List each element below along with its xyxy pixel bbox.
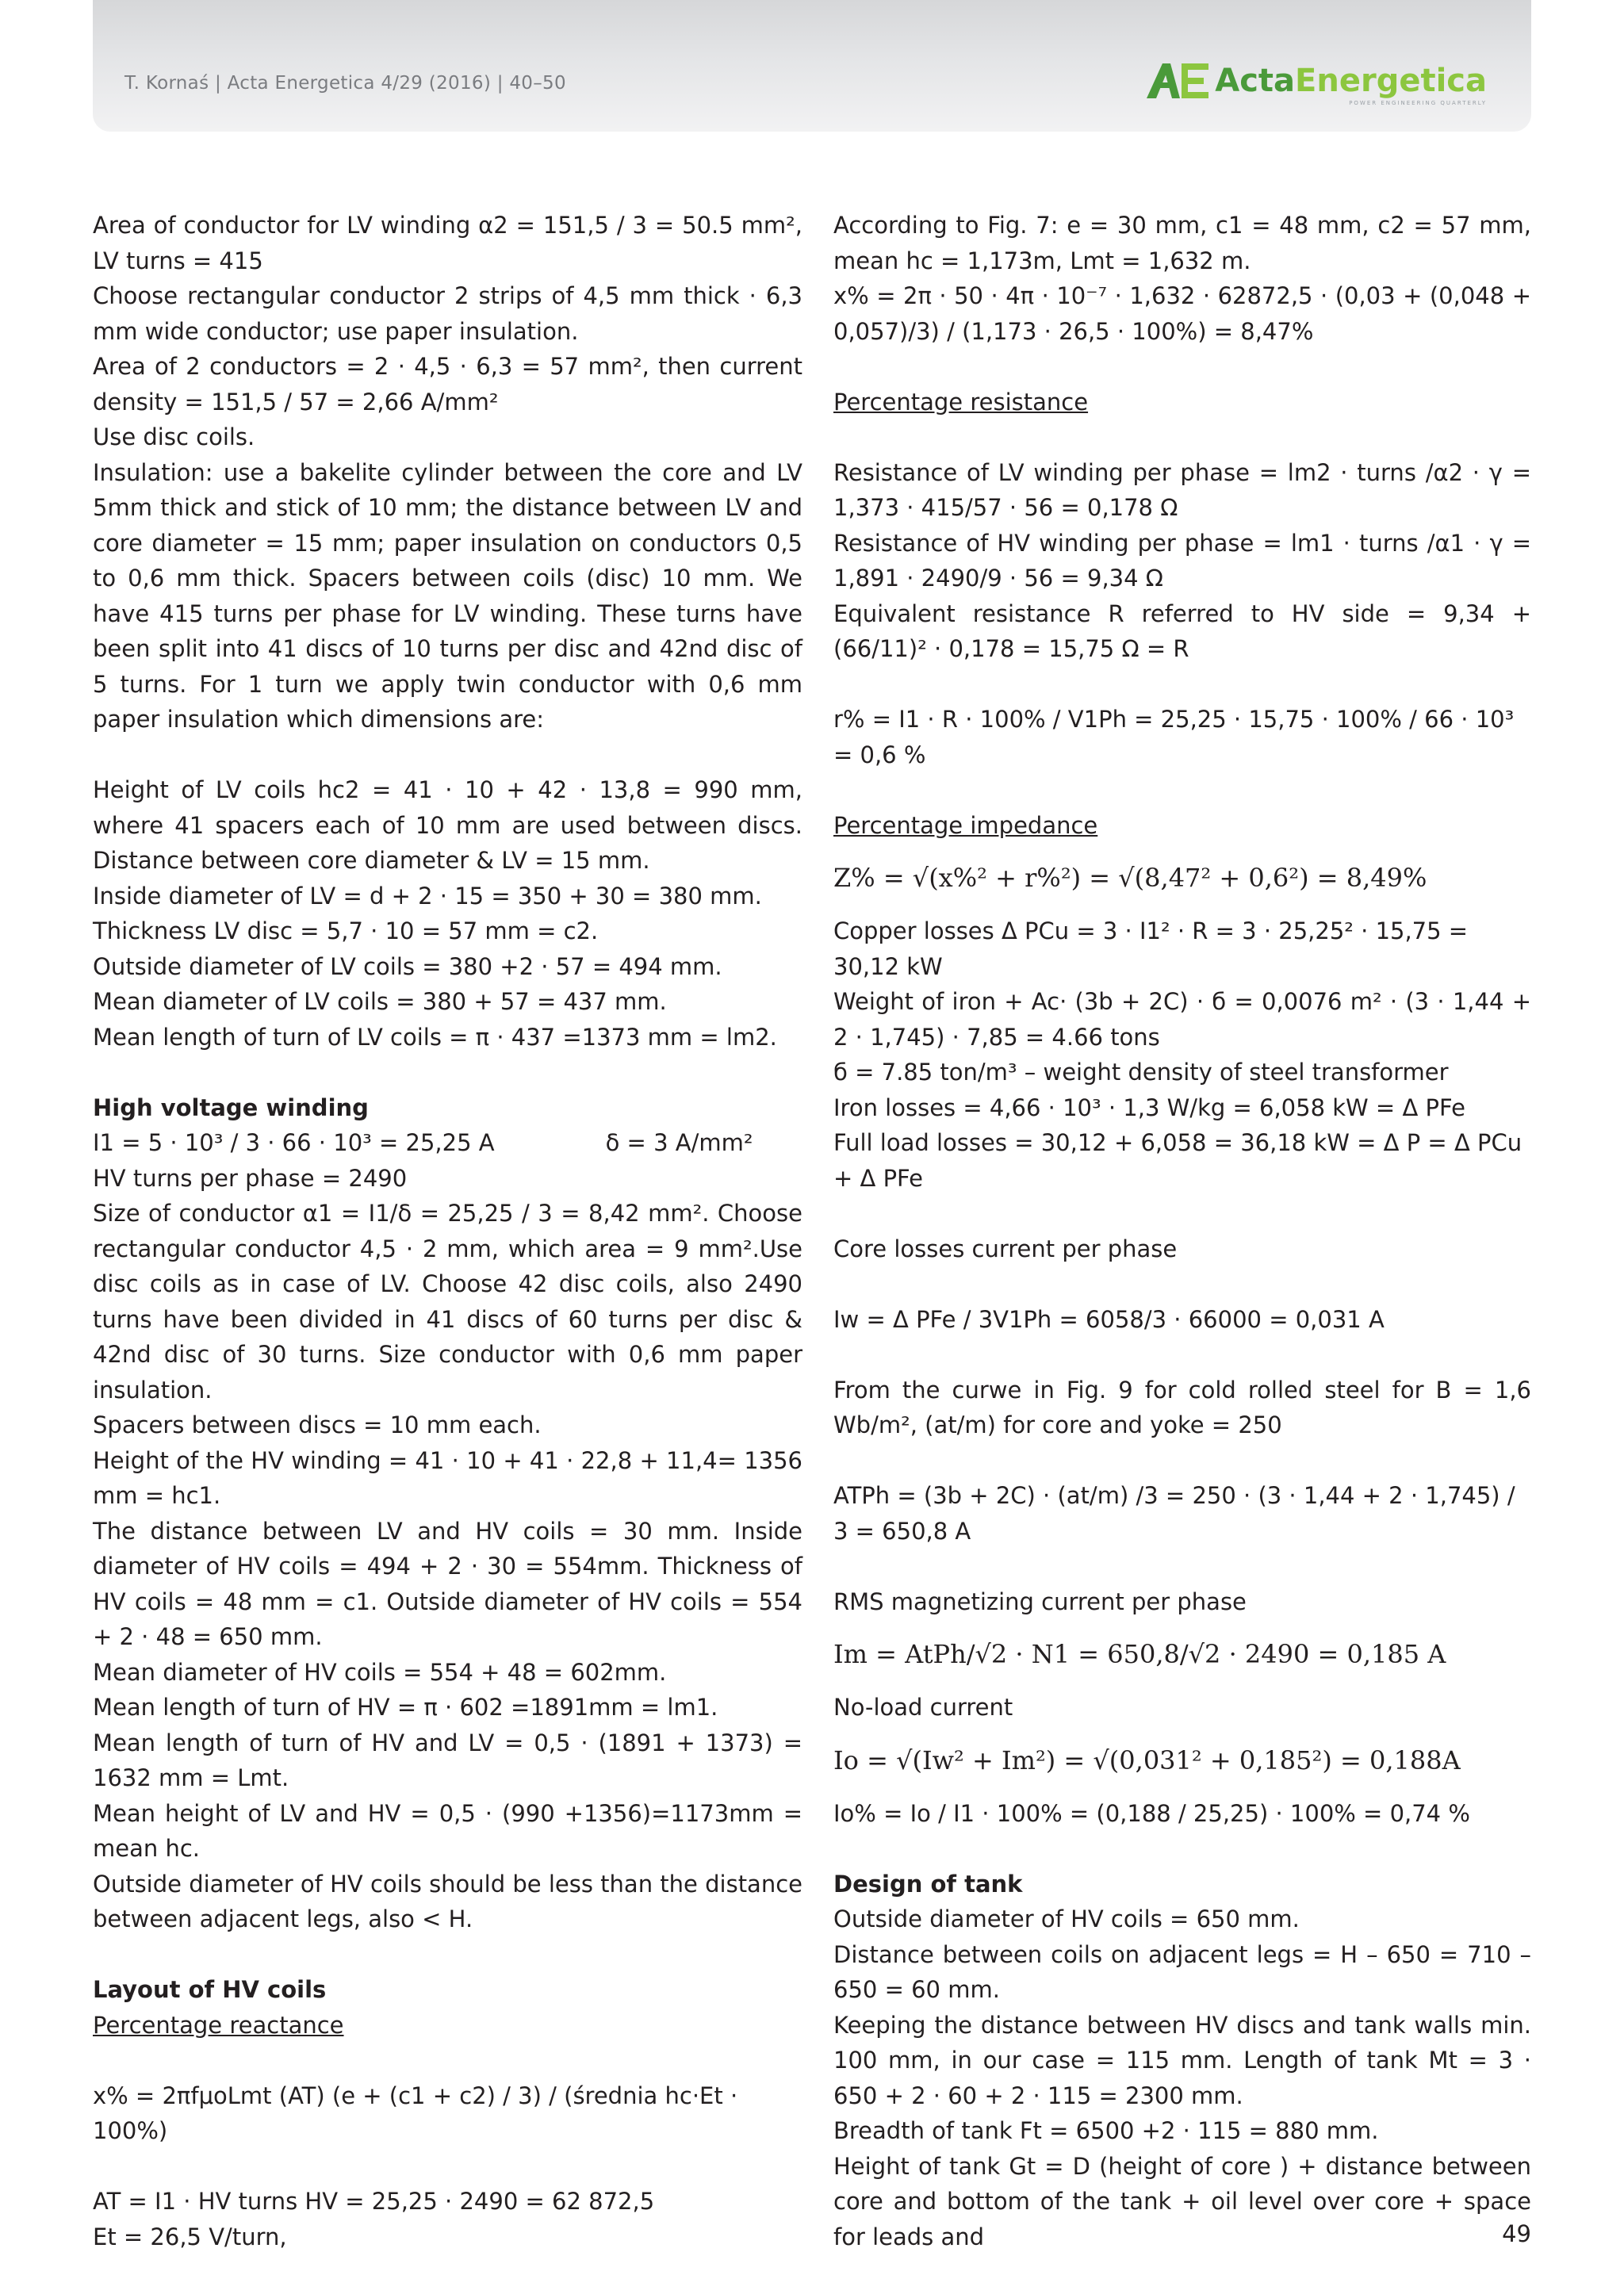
section-heading: Layout of HV coils xyxy=(93,1976,327,2003)
paragraph: Outside diameter of LV coils = 380 +2 · 57 = 494 mm. xyxy=(93,952,722,980)
paragraph: Height of tank Gt = D (height of core ) + distance between core and bottom of the tank + oil level over core + space for leads and xyxy=(833,2152,1531,2250)
paragraph: According to Fig. 7: e = 30 mm, c1 = 48 mm, c2 = 57 mm, mean hc = 1,173m, Lmt = 1,632 m. xyxy=(833,212,1531,274)
paragraph: Keeping the distance between HV discs and tank walls min. 100 mm, in our case = 115 mm. Length of tank Mt = 3 · 650 + 2 · 60 + 2 · 115 = 2300 mm. xyxy=(833,2011,1531,2109)
paragraph: Use disc coils. xyxy=(93,423,255,450)
paragraph: Size of conductor α1 = I1/δ = 25,25 / 3 = 8,42 mm². Choose rectangular conductor 4,5 · 2 mm, which area = 9 mm².Use disc coils as in case of LV. Choose 42 disc coils, also 2490 turns have been divided in 41 discs of 60 turns per disc & 42nd disc of 30 turns. Size conductor with 0,6 mm paper insulation. xyxy=(93,1200,802,1404)
page-number: 49 xyxy=(1502,2220,1531,2247)
paragraph: Spacers between discs = 10 mm each. xyxy=(93,1411,542,1438)
paragraph: Height of the HV winding = 41 · 10 + 41 · 22,8 + 11,4= 1356 mm = hc1. xyxy=(93,1446,802,1509)
paragraph: Distance between coils on adjacent legs = H – 650 = 710 – 650 = 60 mm. xyxy=(833,1940,1531,2003)
paragraph: б = 7.85 ton/m³ – weight density of steel transformer xyxy=(833,1059,1449,1086)
section-heading: High voltage winding xyxy=(93,1093,369,1121)
logo-ae-icon xyxy=(1145,60,1212,101)
paragraph: Thickness LV disc = 5,7 · 10 = 57 mm = c2. xyxy=(93,917,599,944)
no-load-current-equation: Io = √(Iw² + Im²) = √(0,031² + 0,185²) = 0,188A xyxy=(833,1745,1461,1775)
paragraph: Mean length of turn of HV and LV = 0,5 · (1891 + 1373) = 1632 mm = Lmt. xyxy=(93,1729,802,1791)
paragraph: No-load current xyxy=(833,1694,1013,1721)
paragraph: The distance between LV and HV coils = 30 mm. Inside diameter of HV coils = 494 + 2 · 30 = 554mm. Thickness of HV coils = 48 mm = c1. Outside diameter of HV coils = 554 + 2 · 48 = 650 mm. xyxy=(93,1517,802,1650)
paragraph: HV turns per phase = 2490 xyxy=(93,1164,408,1192)
paragraph: Mean length of turn of LV coils = π · 437 =1373 mm = lm2. xyxy=(93,1023,777,1051)
paragraph: Mean length of turn of HV = π · 602 =1891mm = lm1. xyxy=(93,1694,718,1721)
paragraph: RMS magnetizing current per phase xyxy=(833,1588,1247,1615)
paragraph: From the curwe in Fig. 9 for cold rolled steel for B = 1,6 Wb/m², (at/m) for core and yoke = 250 xyxy=(833,1376,1531,1438)
paragraph: Mean height of LV and HV = 0,5 · (990 +1356)=1173mm = mean hc. xyxy=(93,1799,802,1862)
paragraph: Insulation: use a bakelite cylinder between the core and LV 5mm thick and stick of 10 mm; the distance between LV and core diameter = 15 mm; paper insulation on conductors 0,5 to 0,6 mm thick. Spacers between coils (disc) 10 mm. We have 415 turns per phase for LV winding. These turns have been split into 41 discs of 10 turns per disc and 42nd disc of 5 turns. For 1 turn we apply twin conductor with 0,6 mm paper insulation which dimensions are: xyxy=(93,458,802,733)
paragraph: Outside diameter of HV coils should be less than the distance between adjacent legs, also < H. xyxy=(93,1870,802,1932)
paragraph: Area of conductor for LV winding α2 = 151,5 / 3 = 50.5 mm², LV turns = 415 xyxy=(93,212,802,274)
impedance-equation: Z% = √(x%² + r%²) = √(8,47² + 0,6²) = 8,49% xyxy=(833,863,1427,894)
equation-line: Io% = Io / I1 · 100% = (0,188 / 25,25) · 100% = 0,74 % xyxy=(833,1799,1470,1827)
equation-line: Iw = Δ PFe / 3V1Ph = 6058/3 · 66000 = 0,031 A xyxy=(833,1305,1385,1333)
section-heading: Design of tank xyxy=(833,1870,1023,1898)
equation-line: x% = 2πfμoLmt (AT) (e + (c1 + c2) / 3) / (średnia hc·Et · 100%) xyxy=(93,2082,738,2144)
paragraph: Copper losses Δ PCu = 3 · I1² · R = 3 · 25,25² · 15,75 = 30,12 kW xyxy=(833,917,1469,980)
subsection-heading: Percentage reactance xyxy=(93,2011,344,2039)
magnetizing-current-equation: Im = AtPh/√2 · N1 = 650,8/√2 · 2490 = 0,185 A xyxy=(833,1639,1446,1670)
equation-line: x% = 2π · 50 · 4π · 10⁻⁷ · 1,632 · 62872,5 · (0,03 + (0,048 + 0,057)/3) / (1,173 · 26,5 · 100%) = 8,47% xyxy=(833,282,1531,345)
page-header xyxy=(93,0,1531,132)
equation-line: r% = I1 · R · 100% / V1Ph = 25,25 · 15,75 · 100% / 66 · 10³ = 0,6 % xyxy=(833,706,1515,768)
paragraph: Mean diameter of LV coils = 380 + 57 = 437 mm. xyxy=(93,988,667,1015)
paragraph: Mean diameter of HV coils = 554 + 48 = 602mm. xyxy=(93,1658,667,1686)
running-title: T. Kornaś | Acta Energetica 4/29 (2016) | 40–50 xyxy=(124,73,566,94)
subsection-heading: Percentage resistance xyxy=(833,388,1089,416)
paragraph: Resistance of LV winding per phase = lm2 · turns /α2 · γ = 1,373 · 415/57 · 56 = 0,178 Ω xyxy=(833,458,1531,521)
paragraph: Choose rectangular conductor 2 strips of 4,5 mm thick · 6,3 mm wide conductor; use paper insulation. xyxy=(93,282,802,345)
logo-wordmark: ActaEnergetica xyxy=(1215,63,1487,99)
paragraph: Core losses current per phase xyxy=(833,1235,1178,1262)
equation-line: I1 = 5 · 10³ / 3 · 66 · 10³ = 25,25 A δ = 3 A/mm² xyxy=(93,1129,753,1156)
paragraph: Resistance of HV winding per phase = lm1 · turns /α1 · γ = 1,891 · 2490/9 · 56 = 9,34 Ω xyxy=(833,529,1531,592)
paragraph: Outside diameter of HV coils = 650 mm. xyxy=(833,1905,1300,1932)
paragraph: Weight of iron + Ac· (3b + 2C) · б = 0,0076 m² · (3 · 1,44 + 2 · 1,745) · 7,85 = 4.66 tons xyxy=(833,988,1531,1051)
paragraph: Inside diameter of LV = d + 2 · 15 = 350 + 30 = 380 mm. xyxy=(93,882,762,910)
equation-line: Et = 26,5 V/turn, xyxy=(93,2223,287,2250)
logo-tagline: POWER ENGINEERING QUARTERLY xyxy=(1349,100,1487,106)
equation-line: AT = I1 · HV turns HV = 25,25 · 2490 = 62 872,5 xyxy=(93,2188,655,2215)
right-column xyxy=(833,208,1531,2254)
subsection-heading: Percentage impedance xyxy=(833,811,1098,839)
paragraph: Height of LV coils hc2 = 41 · 10 + 42 · 13,8 = 990 mm, where 41 spacers each of 10 mm are used between discs. Distance between core diameter & LV = 15 mm. xyxy=(93,776,802,874)
equation-line: ATPh = (3b + 2C) · (at/m) /3 = 250 · (3 · 1,44 + 2 · 1,745) / 3 = 650,8 A xyxy=(833,1482,1515,1545)
paragraph: Area of 2 conductors = 2 · 4,5 · 6,3 = 57 mm², then current density = 151,5 / 57 = 2,66 A/mm² xyxy=(93,353,802,416)
paragraph: Iron losses = 4,66 · 10³ · 1,3 W/kg = 6,058 kW = Δ PFe xyxy=(833,1093,1465,1121)
paragraph: Equivalent resistance R referred to HV side = 9,34 + (66/11)² · 0,178 = 15,75 Ω = R xyxy=(833,599,1531,662)
paragraph: Breadth of tank Ft = 6500 +2 · 115 = 880 mm. xyxy=(833,2117,1379,2144)
left-column xyxy=(93,208,802,2254)
paragraph: Full load losses = 30,12 + 6,058 = 36,18 kW = Δ P = Δ PCu + Δ PFe xyxy=(833,1129,1522,1192)
journal-logo xyxy=(1145,57,1487,105)
